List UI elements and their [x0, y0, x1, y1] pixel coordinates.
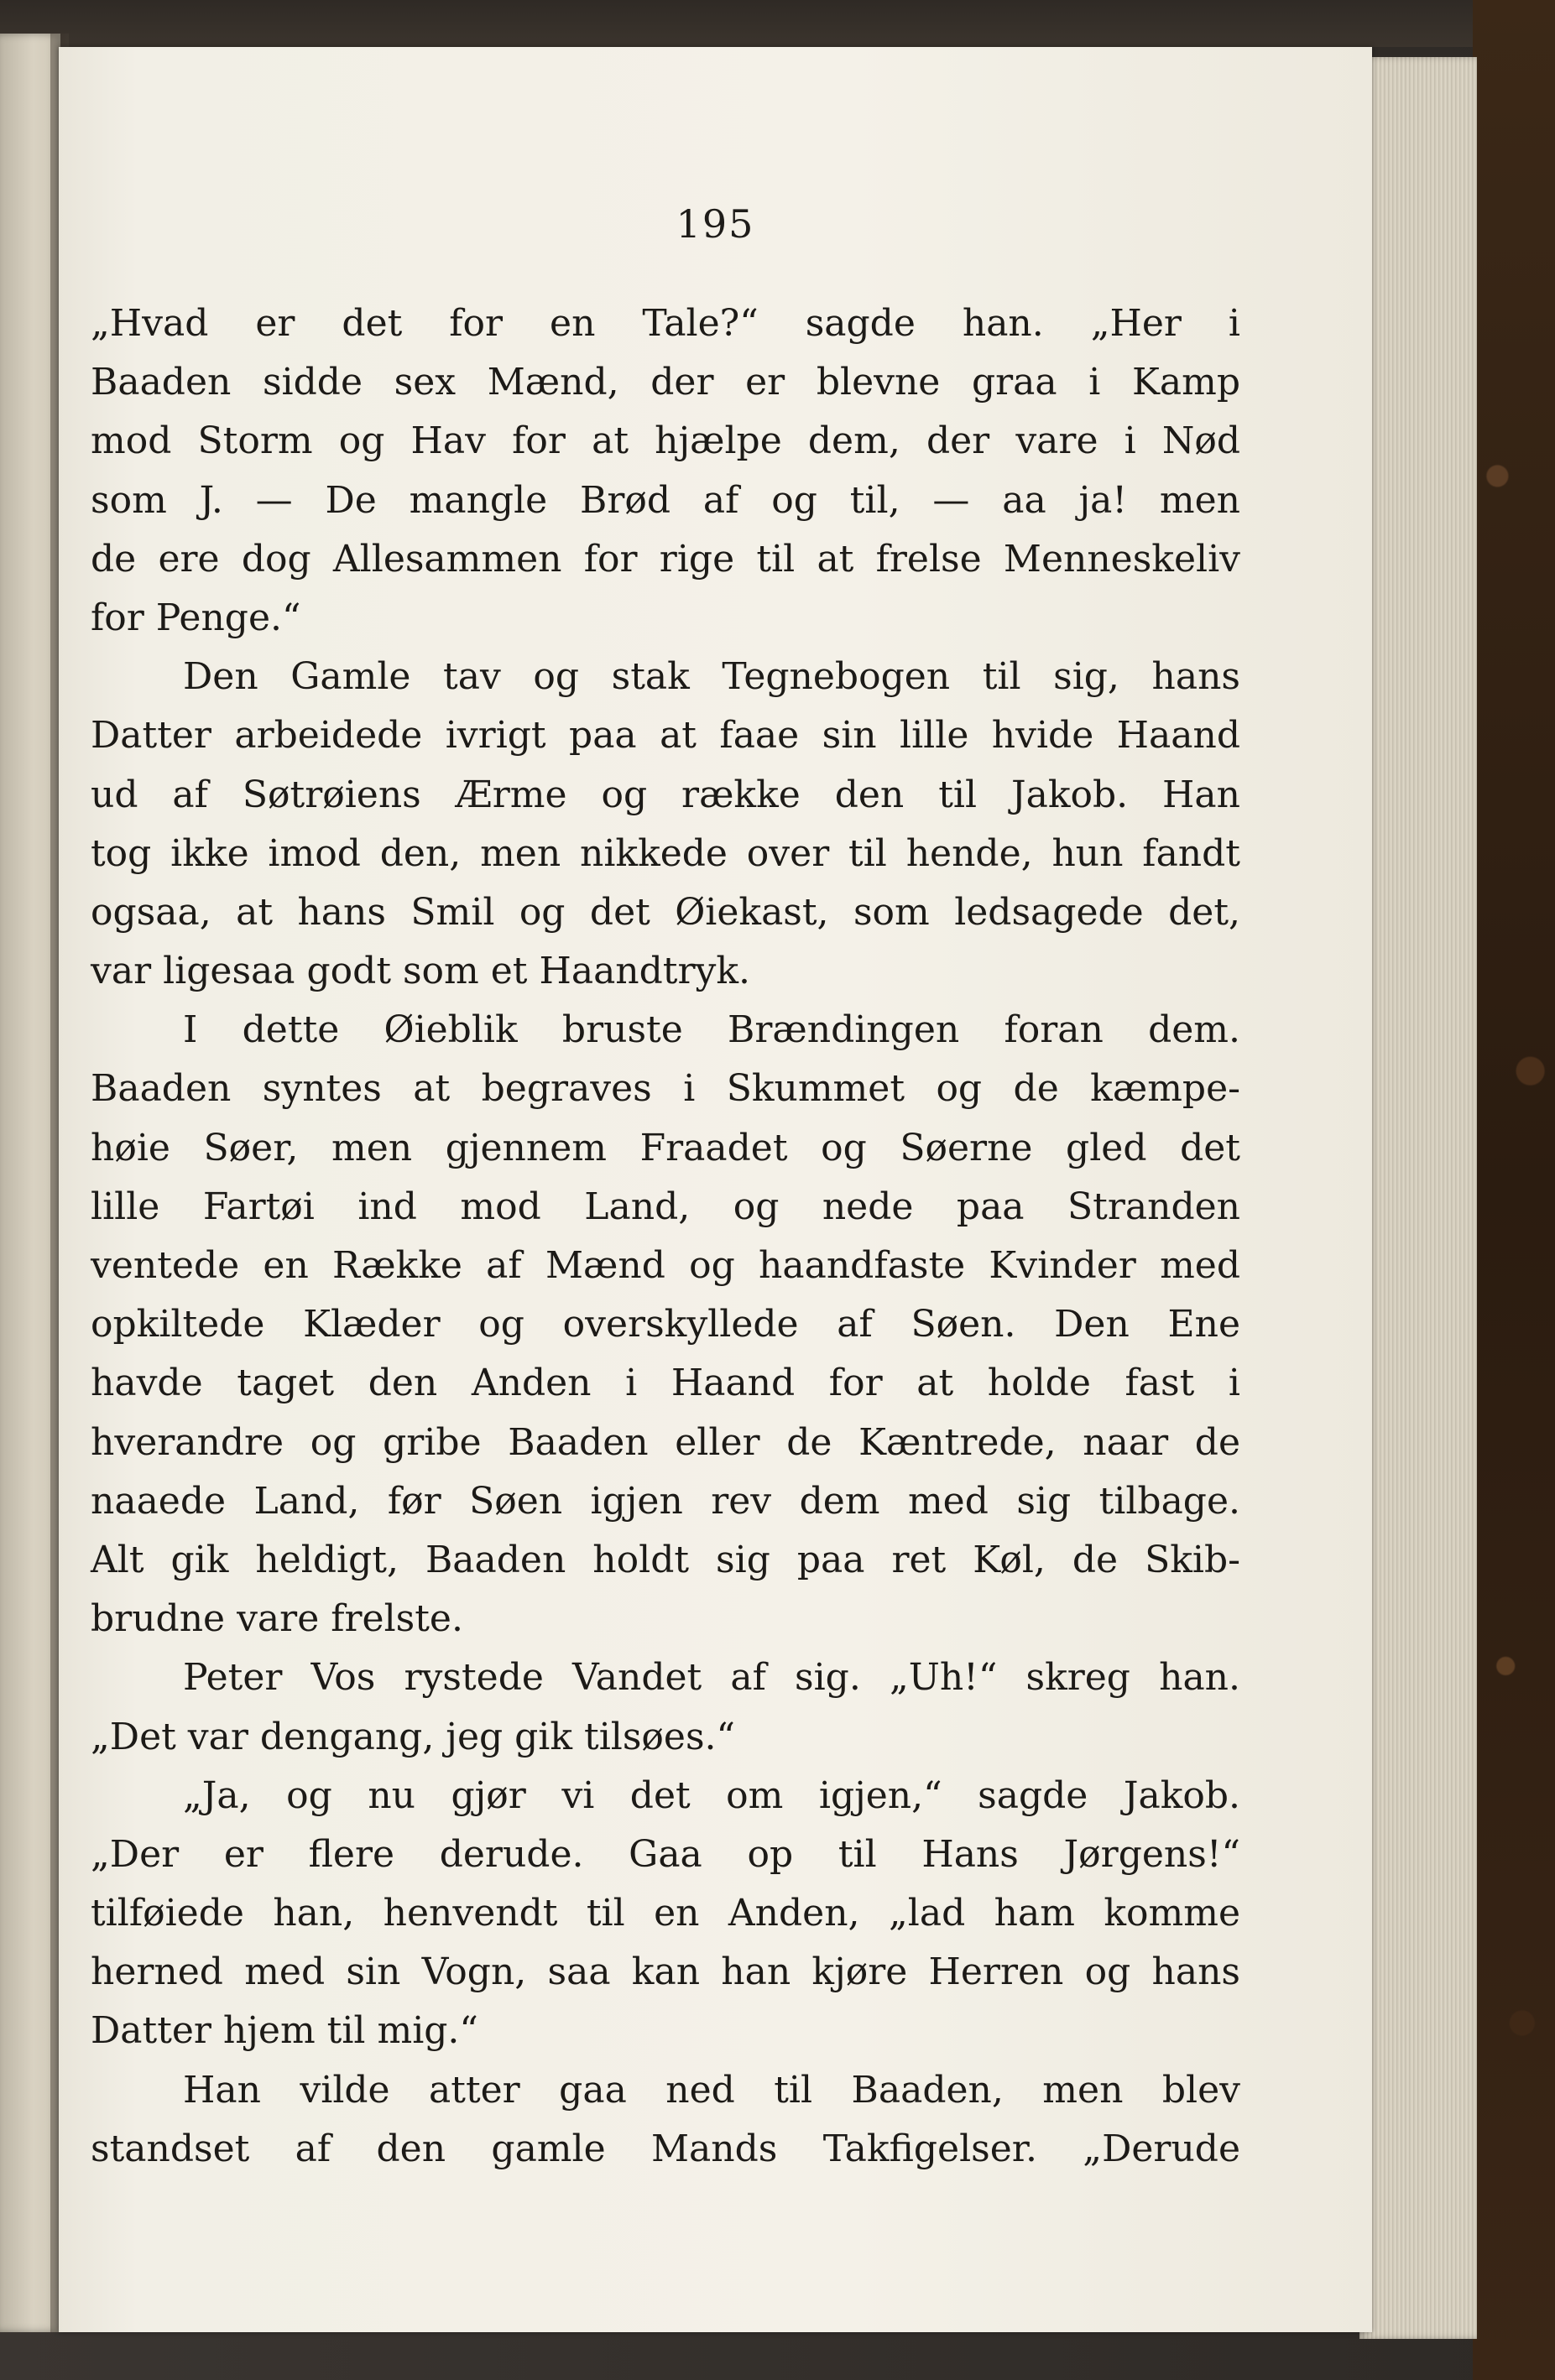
marbled-book-cover	[1473, 0, 1555, 2380]
background-top	[0, 0, 1555, 47]
text-line: for Penge.“	[91, 596, 301, 639]
book-page	[59, 47, 1372, 2332]
text-line: Datter arbeidede ivrigt paa at faae sin lille hvide Haand	[91, 714, 1240, 758]
text-line: lille Fartøi ind mod Land, og nede paa Stranden	[91, 1185, 1240, 1228]
text-line: Han vilde atter gaa ned til Baaden, men blev	[183, 2068, 1240, 2112]
text-line: Alt gik heldigt, Baaden holdt sig paa ret Køl, de Skib-	[91, 1538, 1240, 1581]
text-line: herned med sin Vogn, saa kan han kjøre Herren og hans	[91, 1950, 1240, 1994]
text-line: de ere dog Allesammen for rige til at frelse Menneskeliv	[91, 537, 1240, 581]
text-line: Datter hjem til mig.“	[91, 2009, 478, 2053]
text-line: mod Storm og Hav for at hjælpe dem, der vare i Nød	[91, 419, 1240, 463]
text-line: „Det var dengang, jeg gik tilsøes.“	[91, 1715, 736, 1758]
text-line: tilføiede han, henvendt til en Anden, „lad ham komme	[91, 1892, 1240, 1935]
text-line: hverandre og gribe Baaden eller de Kæntrede, naar de	[91, 1420, 1240, 1464]
text-line: ud af Søtrøiens Ærme og række den til Jakob. Han	[91, 773, 1240, 816]
text-line: som J. — De mangle Brød af og til, — aa ja! men	[91, 478, 1240, 522]
text-line: naaede Land, før Søen igjen rev dem med sig tilbage.	[91, 1479, 1240, 1523]
text-line: havde taget den Anden i Haand for at holde fast i	[91, 1362, 1240, 1405]
text-line: tog ikke imod den, men nikkede over til hende, hun fandt	[91, 831, 1240, 875]
text-line: „Hvad er det for en Tale?“ sagde han. „Her i	[91, 302, 1240, 345]
body-text	[91, 294, 1240, 2179]
text-line: standset af den gamle Mands Takfigelser. „Derude	[91, 2127, 1240, 2170]
text-line: ogsaa, at hans Smil og det Øiekast, som ledsagede det,	[91, 890, 1240, 934]
text-line: brudne vare frelste.	[91, 1597, 463, 1641]
text-line: Baaden syntes at begraves i Skummet og de kæmpe-	[91, 1067, 1240, 1111]
text-line: Peter Vos rystede Vandet af sig. „Uh!“ skreg han.	[183, 1656, 1240, 1700]
page-block-edges	[1359, 57, 1477, 2339]
text-line: ventede en Række af Mænd og haandfaste Kvinder med	[91, 1244, 1240, 1287]
text-line: høie Søer, men gjennem Fraadet og Søerne gled det	[91, 1126, 1240, 1169]
text-line: „Ja, og nu gjør vi det om igjen,“ sagde Jakob.	[183, 1773, 1240, 1817]
text-line: I dette Øieblik bruste Brændingen foran dem.	[183, 1008, 1240, 1052]
text-line: Den Gamle tav og stak Tegnebogen til sig, hans	[183, 655, 1240, 699]
text-line: opkiltede Klæder og overskyllede af Søen. Den Ene	[91, 1303, 1240, 1346]
text-line: „Der er flere derude. Gaa op til Hans Jørgens!“	[91, 1832, 1240, 1876]
page-number: 195	[676, 201, 755, 247]
text-line: Baaden sidde sex Mænd, der er blevne graa i Kamp	[91, 361, 1240, 404]
text-line: var ligesaa godt som et Haandtryk.	[91, 950, 751, 993]
